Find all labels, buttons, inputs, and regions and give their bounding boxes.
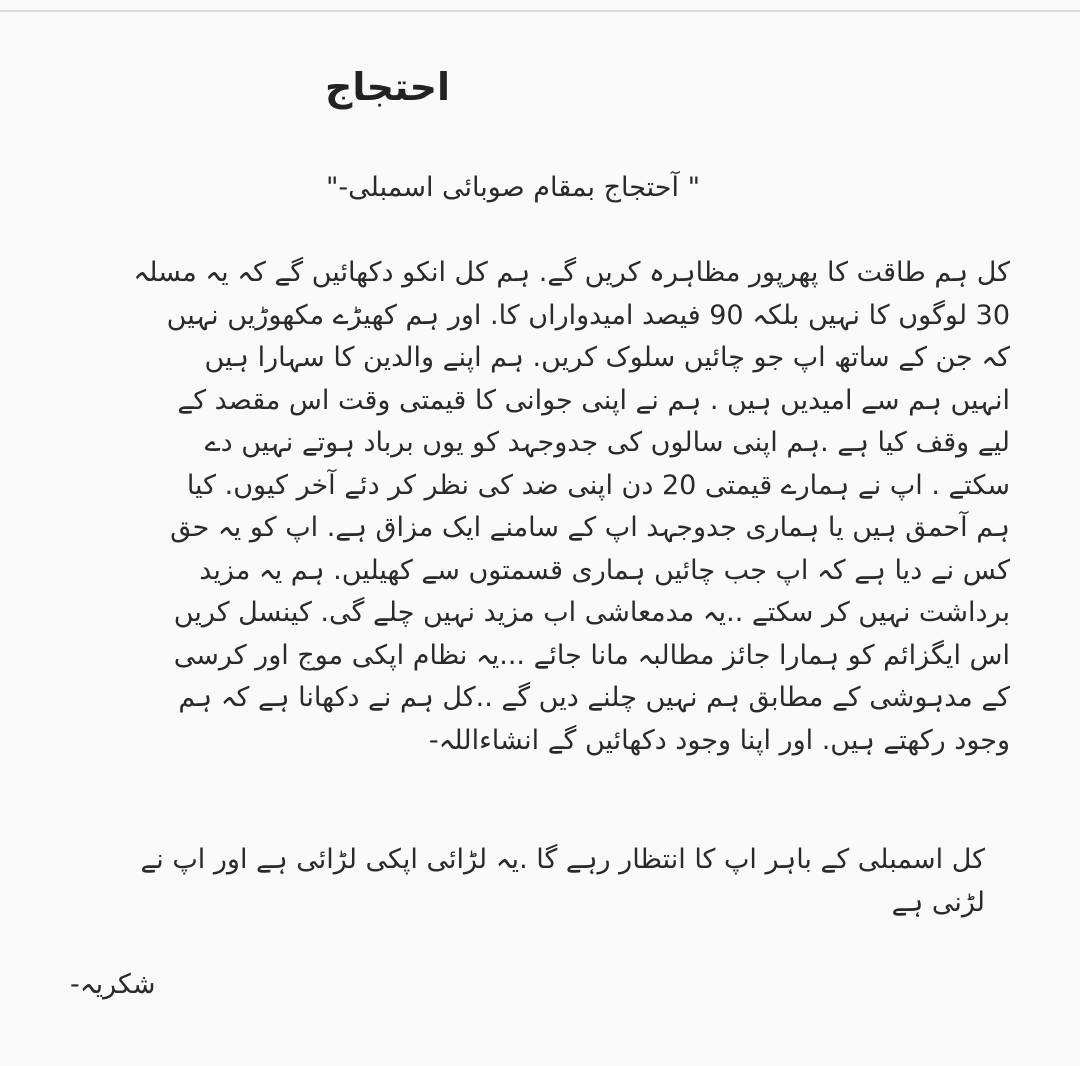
closing-line: کل اسمبلی کے باہر اپ کا انتظار رہے گا .یہ لڑائی اپکی لڑائی ہے اور اپ نے	[140, 844, 985, 875]
body-line: کے مدہوشی کے مطابق ہم نہیں چلنے دیں گے ..کل ہم نے دکھانا ہے کہ ہم	[178, 682, 1010, 713]
document-subtitle: " آحتجاج بمقام صوبائی اسمبلی-"	[325, 172, 700, 203]
body-line: انہیں ہم سے امیدیں ہیں . ہم نے اپنی جوانی کا قیمتی وقت اس مقصد کے	[177, 384, 1010, 416]
body-line: برداشت نہیں کر سکتے ..یہ مدمعاشی اب مزید نہیں چلے گی. کینسل کریں	[173, 597, 1010, 628]
body-line: 30 لوگوں کا نہیں بلکہ 90 فیصد امیدواراں کا. اور ہم کھیڑے مکھوڑیں نہیں	[166, 299, 1010, 331]
body-line: کس نے دیا ہے کہ اپ جب چائیں ہماری قسمتوں سے کھیلیں. ہم یہ مزید	[199, 554, 1010, 586]
body-line: لیے وقف کیا ہے .ہم اپنی سالوں کی جدوجہد کو یوں برباد ہوتے نہیں دے	[204, 427, 1010, 458]
document-title: احتجاج	[325, 65, 450, 109]
body-line: کل ہم طاقت کا پھرپور مظاہرہ کریں گے. ہم کل انکو دکھائیں گے کہ یہ مسلہ	[133, 257, 1010, 288]
body-line: اس ایگزائم کو ہمارا جائز مطالبہ مانا جائے ...یہ نظام اپکی موج اور کرسی	[173, 639, 1010, 671]
body-line: کہ جن کے ساتھ اپ جو چائیں سلوک کریں. ہم اپنے والدین کا سہارا ہیں	[204, 342, 1010, 373]
top-divider	[0, 10, 1080, 12]
document-body	[70, 252, 1010, 762]
closing-line: لڑنی ہے	[891, 886, 985, 918]
body-line: سکتے . اپ نے ہمارے قیمتی 20 دن اپنی ضد کی نظر کر دئے آخر کیوں. کیا	[186, 469, 1010, 501]
closing-paragraph	[70, 838, 985, 923]
body-line: وجود رکھتے ہیں. اور اپنا وجود دکھائیں گے انشاءاللہ-	[428, 724, 1010, 756]
body-line: ہم آحمق ہیں یا ہماری جدوجہد اپ کے سامنے ایک مزاق ہے. اپ کو یہ حق	[170, 512, 1010, 543]
signoff: شکریہ-	[70, 969, 156, 1000]
